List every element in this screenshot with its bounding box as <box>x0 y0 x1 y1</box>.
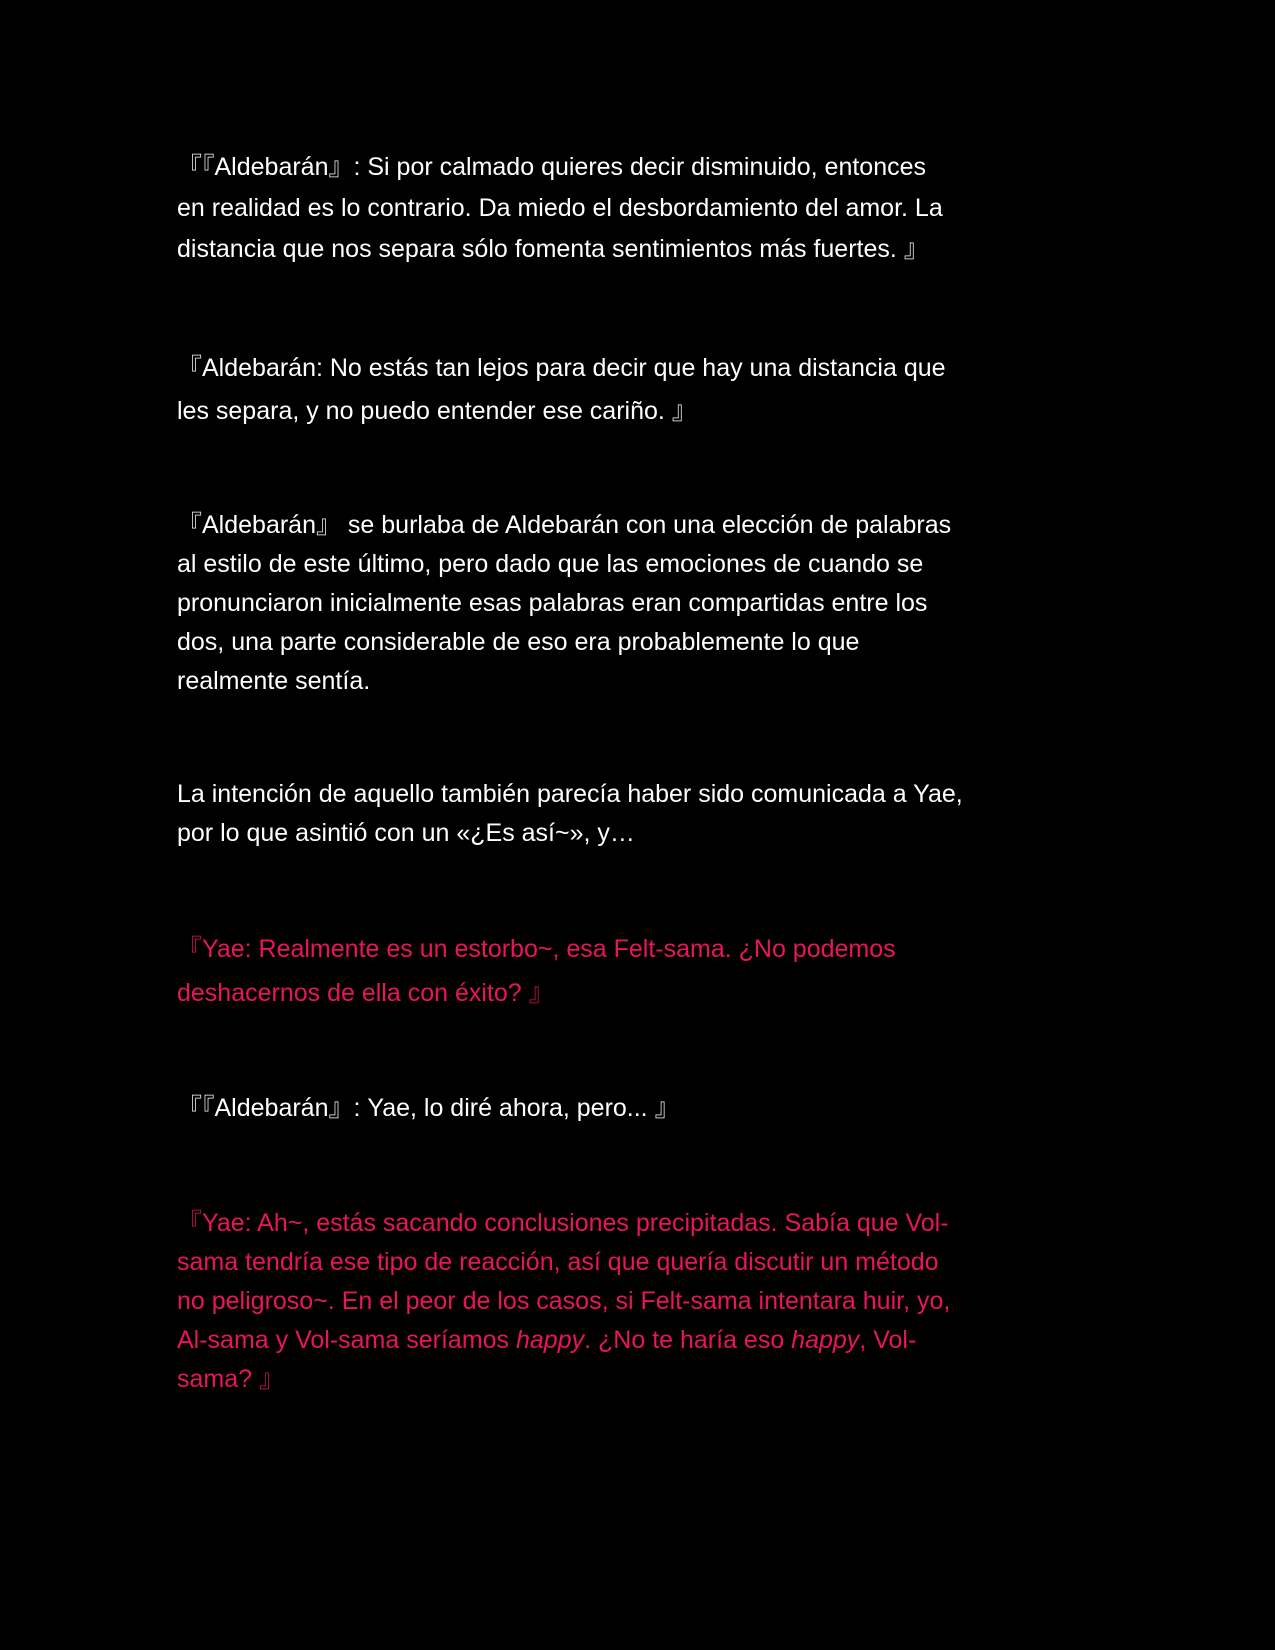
text-line: 『『Aldebarán』: Si por calmado quieres decir disminuido, entonces <box>177 153 926 181</box>
text-line: deshacernos de ella con éxito? 』 <box>177 979 554 1007</box>
text-segment: , Vol- <box>859 1326 917 1354</box>
italic-word: happy <box>516 1326 585 1354</box>
text-line: sama tendría ese tipo de reacción, así que quería discutir un método <box>177 1248 939 1276</box>
text-line: 『『Aldebarán』: Yae, lo diré ahora, pero... 』 <box>177 1094 680 1122</box>
narration-paragraph-1 <box>177 506 1097 701</box>
text-segment: . ¿No te haría eso <box>584 1326 792 1354</box>
text-line: dos, una parte considerable de eso era probablemente lo que <box>177 628 860 656</box>
text-line: por lo que asintió con un «¿Es así~», y… <box>177 819 635 847</box>
narration-paragraph-2 <box>177 775 1097 853</box>
dialogue-yae-2 <box>177 1204 1097 1399</box>
text-line: al estilo de este último, pero dado que las emociones de cuando se <box>177 550 924 578</box>
text-line: La intención de aquello también parecía haber sido comunicada a Yae, <box>177 780 963 808</box>
text-line: no peligroso~. En el peor de los casos, si Felt-sama intentara huir, yo, <box>177 1287 951 1315</box>
text-line: 『Yae: Realmente es un estorbo~, esa Felt-sama. ¿No podemos <box>177 935 896 963</box>
dialogue-aldebaran-3 <box>177 1088 1097 1128</box>
dialogue-aldebaran-1 <box>177 147 1097 270</box>
text-line <box>177 1321 1097 1360</box>
text-line: pronunciaron inicialmente esas palabras eran compartidas entre los <box>177 589 928 617</box>
text-line: sama? 』 <box>177 1365 284 1393</box>
text-line: 『Yae: Ah~, estás sacando conclusiones precipitadas. Sabía que Vol- <box>177 1209 949 1237</box>
text-line: 『Aldebarán: No estás tan lejos para decir que hay una distancia que <box>177 354 946 382</box>
dialogue-yae-1 <box>177 927 1097 1015</box>
dialogue-aldebaran-2 <box>177 347 1097 433</box>
text-segment: Al-sama y Vol-sama seríamos <box>177 1326 516 1354</box>
text-line: les separa, y no puedo entender ese cariño. 』 <box>177 397 697 425</box>
text-line: distancia que nos separa sólo fomenta sentimientos más fuertes. 』 <box>177 235 929 263</box>
text-line: 『Aldebarán』 se burlaba de Aldebarán con una elección de palabras <box>177 511 952 539</box>
italic-word: happy <box>791 1326 860 1354</box>
text-line: realmente sentía. <box>177 667 371 695</box>
text-line: en realidad es lo contrario. Da miedo el desbordamiento del amor. La <box>177 194 943 222</box>
